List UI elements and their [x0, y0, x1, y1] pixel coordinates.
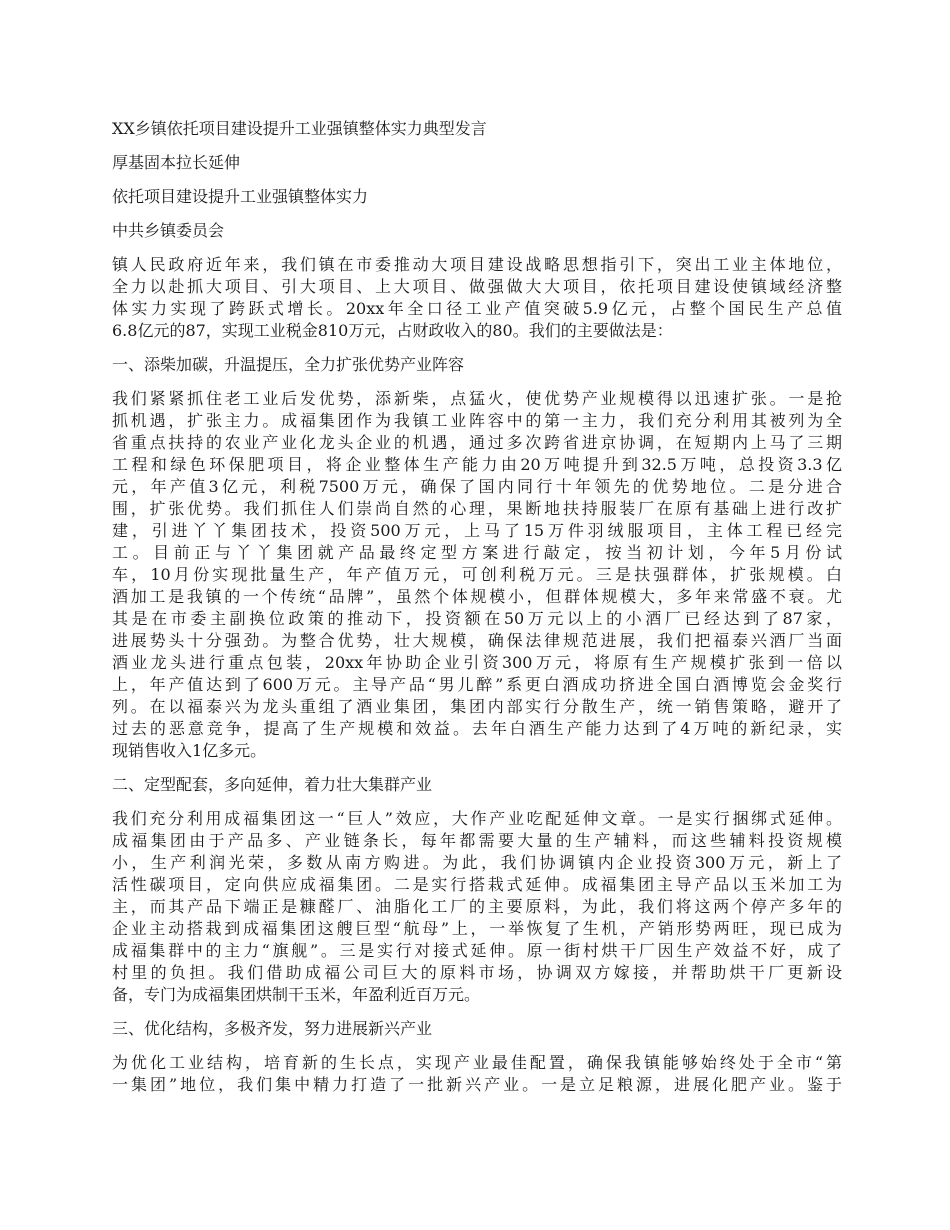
section-1-heading: 一、添柴加碳，升温提压，全力扩张优势产业阵容 [112, 355, 465, 374]
section-1-line: 建，引进丫丫集团技术，投资500万元，上马了15万件羽绒服项目，主体工程已经完 [112, 521, 842, 540]
section-2-line: 备，专门为成福集团烘制干玉米，年盈利近百万元。 [112, 985, 481, 1004]
section-1-line: 其是在市委主副换位政策的推动下，投资额在50万元以上的小酒厂已经达到了87家， [112, 609, 842, 628]
section-1-line: 省重点扶持的农业产业化龙头企业的机遇，通过多次跨省进京协调，在短期内上马了三期 [112, 433, 842, 452]
document-page [112, 118, 842, 1108]
section-1-line: 元，年产值3亿元，利税7500万元，确保了国内同行十年领先的优势地位。二是分进合 [112, 477, 842, 496]
section-1-line: 酒业龙头进行重点包装，20xx年协助企业引资300万元，将原有生产规模扩张到一倍以 [112, 653, 842, 672]
section-2-line: 成福集团由于产品多、产业链条长，每年都需要大量的生产辅料，而这些辅料投资规模 [112, 831, 842, 850]
document-subtitle-1: 厚基固本拉长延伸 [112, 153, 241, 172]
document-subtitle-2: 依托项目建设提升工业强镇整体实力 [112, 187, 369, 206]
intro-line: 6.8亿元的87，实现工业税金810万元，占财政收入的80。我们的主要做法是： [112, 321, 673, 340]
intro-line: 镇人民政府近年来，我们镇在市委推动大项目建设战略思想指引下，突出工业主体地位， [112, 255, 842, 274]
section-3-line: 为优化工业结构，培育新的生长点，实现产业最佳配置，确保我镇能够始终处于全市“第 [112, 1053, 842, 1072]
section-1-line: 上，年产值达到了600万元。主导产品“男儿醉”系更白酒成功挤进全国白酒博览会金奖行 [112, 675, 842, 694]
document-author: 中共乡镇委员会 [112, 221, 225, 240]
section-1-line: 列。在以福泰兴为龙头重组了酒业集团，集团内部实行分散生产，统一销售策略，避开了 [112, 697, 842, 716]
section-2-heading: 二、定型配套，多向延伸，着力壮大集群产业 [112, 775, 433, 794]
section-2-line: 小，生产利润光荣，多数从南方购进。为此，我们协调镇内企业投资300万元，新上了 [112, 853, 842, 872]
intro-paragraph [112, 254, 842, 342]
intro-line: 全力以赴抓大项目、引大项目、上大项目、做强做大大项目，依托项目建设使镇域经济整 [112, 277, 842, 296]
section-2-line: 企业主动搭栽到成福集团这艘巨型“航母”上，一举恢复了生机，产销形势两旺，现已成为 [112, 919, 842, 938]
document-title: XX乡镇依托项目建设提升工业强镇整体实力典型发言 [112, 119, 487, 138]
section-1-line: 抓机遇，扩张主力。成福集团作为我镇工业阵容中的第一主力，我们充分利用其被列为全 [112, 411, 842, 430]
section-1-line: 过去的恶意竞争，提高了生产规模和效益。去年白酒生产能力达到了4万吨的新纪录，实 [112, 719, 842, 738]
section-2-line: 我们充分利用成福集团这一“巨人”效应，大作产业吃配延伸文章。一是实行捆绑式延伸。 [112, 809, 842, 828]
section-1-line: 进展势头十分强劲。为整合优势，壮大规模，确保法律规范进展，我们把福泰兴酒厂当面 [112, 631, 842, 650]
section-3-paragraph [112, 1052, 842, 1096]
section-2-line: 活性碳项目，定向供应成福集团。二是实行搭栽式延伸。成福集团主导产品以玉米加工为 [112, 875, 842, 894]
section-1-line: 工。目前正与丫丫集团就产品最终定型方案进行敲定，按当初计划，今年5月份试 [112, 543, 842, 562]
section-3-heading: 三、优化结构，多极齐发，努力进展新兴产业 [112, 1019, 433, 1038]
section-2-line: 村里的负担。我们借助成福公司巨大的原料市场，协调双方嫁接，并帮助烘干厂更新设 [112, 963, 842, 982]
section-1-line: 酒加工是我镇的一个传统“品牌”，虽然个体规模小，但群体规模大，多年来常盛不衰。尤 [112, 587, 842, 606]
section-2-line: 成福集群中的主力“旗舰”。三是实行对接式延伸。原一街村烘干厂因生产效益不好，成了 [112, 941, 842, 960]
section-1-line: 围，扩张优势。我们抓住人们崇尚自然的心理，果断地扶持服装厂在原有基础上进行改扩 [112, 499, 842, 518]
section-3-line: 一集团”地位，我们集中精力打造了一批新兴产业。一是立足粮源，进展化肥产业。鉴于 [112, 1075, 842, 1094]
section-2-line: 主，而其产品下端正是糠醛厂、油脂化工厂的主要原料，为此，我们将这两个停产多年的 [112, 897, 842, 916]
section-1-line: 我们紧紧抓住老工业后发优势，添新柴，点猛火，使优势产业规模得以迅速扩张。一是抢 [112, 389, 842, 408]
section-1-paragraph [112, 388, 842, 762]
section-1-line: 工程和绿色环保肥项目，将企业整体生产能力由20万吨提升到32.5万吨，总投资3.3亿 [112, 455, 842, 474]
intro-line: 体实力实现了跨跃式增长。20xx年全口径工业产值突破5.9亿元，占整个国民生产总值 [112, 299, 842, 318]
section-1-line: 现销售收入1亿多元。 [112, 741, 267, 760]
section-1-line: 车，10月份实现批量生产，年产值万元，可创利税万元。三是扶强群体，扩张规模。白 [112, 565, 842, 584]
section-2-paragraph [112, 808, 842, 1006]
